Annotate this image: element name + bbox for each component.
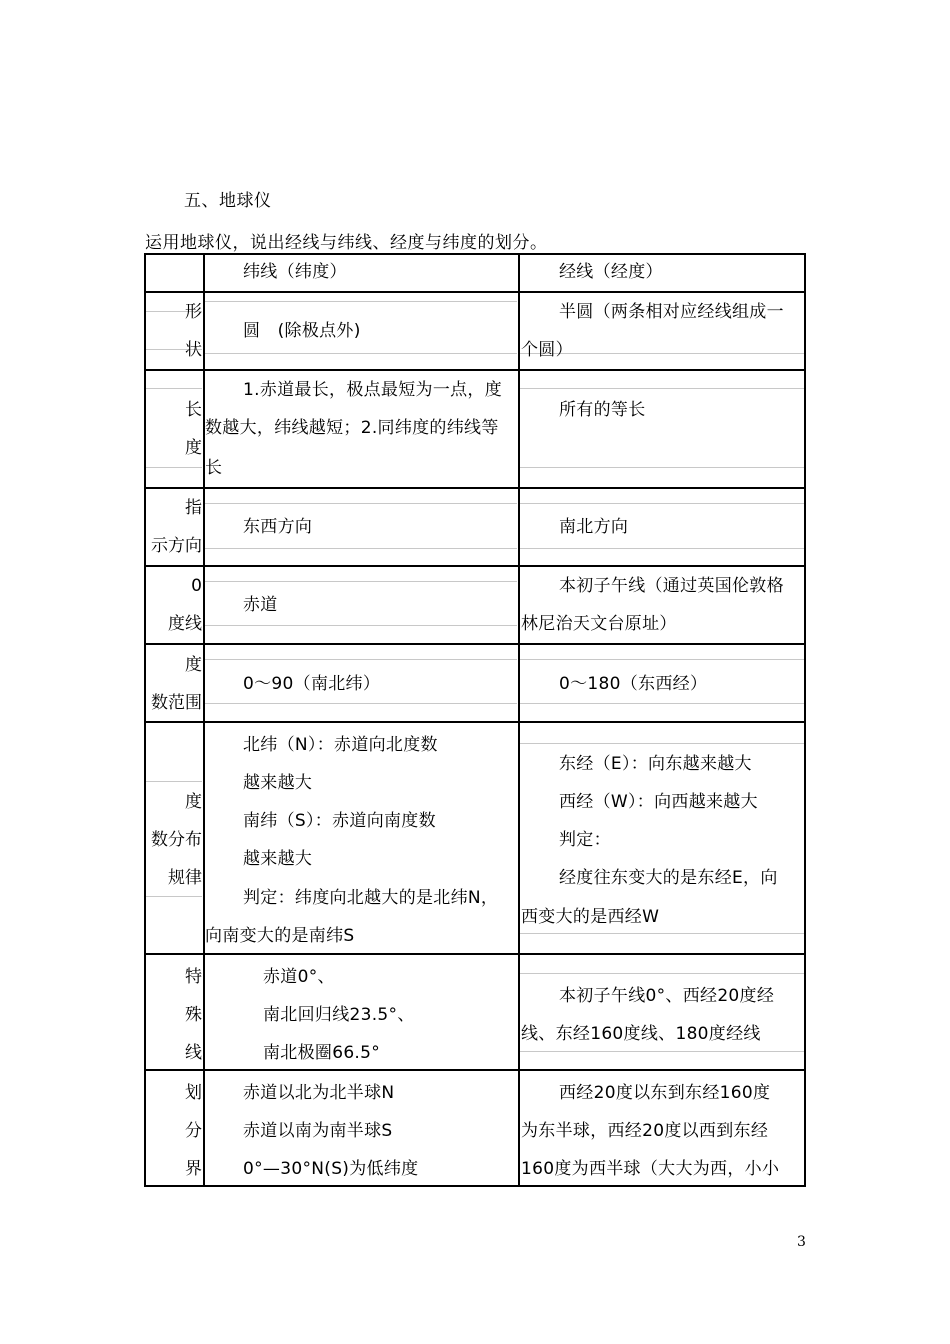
table-divider-middle	[518, 253, 520, 1187]
distribution-meridian-2: 西经（W）：向西越来越大	[559, 792, 758, 812]
row-label-range-2: 数范围	[151, 693, 202, 713]
row-label-special-1: 特	[185, 967, 202, 987]
division-weft-2: 赤道以南为南半球S	[243, 1121, 393, 1141]
row-label-range-1: 度	[185, 655, 202, 675]
row-label-special-2: 殊	[185, 1005, 202, 1025]
row-label-length-1: 长	[185, 400, 202, 420]
row-border	[144, 487, 806, 489]
special-weft-2: 南北回归线23.5°、	[263, 1005, 415, 1025]
direction-weft: 东西方向	[243, 517, 313, 537]
row-label-direction-2: 示方向	[151, 536, 202, 556]
range-meridian: 0～180（东西经）	[559, 674, 708, 694]
page-number: 3	[797, 1234, 806, 1250]
length-weft-1: 1.赤道最长，极点最短为一点，度	[243, 380, 503, 400]
length-weft-3: 长	[205, 458, 223, 478]
header-meridian: 经线（经度）	[559, 262, 663, 282]
shape-weft: 圆 (除极点外)	[243, 321, 361, 341]
distribution-meridian-1: 东经（E）：向东越来越大	[559, 754, 752, 774]
division-weft-1: 赤道以北为北半球N	[243, 1083, 395, 1103]
row-label-division-2: 分	[185, 1121, 202, 1141]
zero-line-meridian-1: 本初子午线（通过英国伦敦格	[559, 576, 784, 596]
range-weft: 0～90（南北纬）	[243, 674, 381, 694]
row-label-zero-1: 0	[191, 576, 202, 596]
row-label-length-2: 度	[185, 438, 202, 458]
division-meridian-2: 为东半球，西经20度以西到东经	[521, 1121, 769, 1141]
row-border	[144, 1069, 806, 1071]
row-label-distribution-3: 规律	[168, 868, 202, 888]
table-border-left	[144, 253, 146, 1187]
distribution-weft-1: 北纬（N）：赤道向北度数	[243, 735, 438, 755]
globe-comparison-table	[144, 253, 806, 1187]
table-border-right	[804, 253, 806, 1187]
row-label-shape-1: 形	[185, 302, 202, 322]
special-meridian-2: 线、东经160度线、180度经线	[521, 1024, 761, 1044]
row-label-division-1: 划	[185, 1083, 202, 1103]
length-meridian: 所有的等长	[559, 400, 646, 420]
zero-line-weft: 赤道	[243, 595, 278, 615]
distribution-weft-6: 向南变大的是南纬S	[205, 926, 355, 946]
special-meridian-1: 本初子午线0°、西经20度经	[559, 986, 775, 1006]
row-border	[144, 643, 806, 645]
shape-meridian-1: 半圆（两条相对应经线组成一	[559, 302, 784, 322]
special-weft-1: 赤道0°、	[263, 967, 335, 987]
special-weft-3: 南北极圈66.5°	[263, 1043, 381, 1063]
distribution-meridian-3: 判定：	[559, 830, 611, 850]
distribution-weft-5: 判定：纬度向北越大的是北纬N，	[243, 888, 499, 908]
distribution-meridian-4: 经度往东变大的是东经E，向	[559, 868, 778, 888]
division-weft-3: 0°—30°N(S)为低纬度	[243, 1159, 419, 1179]
row-label-distribution-1: 度	[185, 792, 202, 812]
row-border	[144, 721, 806, 723]
shape-meridian-2: 个圆）	[521, 340, 573, 360]
distribution-weft-2: 越来越大	[243, 773, 313, 793]
section-heading: 五、地球仪	[184, 191, 272, 211]
length-weft-2: 数越大，纬线越短；2.同纬度的纬线等	[205, 418, 499, 438]
direction-meridian: 南北方向	[559, 517, 629, 537]
row-label-special-3: 线	[185, 1043, 202, 1063]
row-label-shape-2: 状	[185, 340, 202, 360]
row-label-direction-1: 指	[185, 498, 202, 518]
row-label-division-3: 界	[185, 1159, 202, 1179]
division-meridian-3: 160度为西半球（大大为西，小小	[521, 1159, 780, 1179]
distribution-weft-4: 越来越大	[243, 849, 313, 869]
header-weft: 纬线（纬度）	[243, 262, 347, 282]
zero-line-meridian-2: 林尼治天文台原址）	[521, 614, 677, 634]
intro-text: 运用地球仪，说出经线与纬线、经度与纬度的划分。	[145, 233, 548, 253]
row-label-zero-2: 度线	[168, 614, 202, 634]
table-divider-label	[203, 253, 205, 1187]
row-label-distribution-2: 数分布	[151, 830, 202, 850]
division-meridian-1: 西经20度以东到东经160度	[559, 1083, 771, 1103]
distribution-meridian-5: 西变大的是西经W	[521, 907, 660, 927]
distribution-weft-3: 南纬（S）：赤道向南度数	[243, 811, 436, 831]
